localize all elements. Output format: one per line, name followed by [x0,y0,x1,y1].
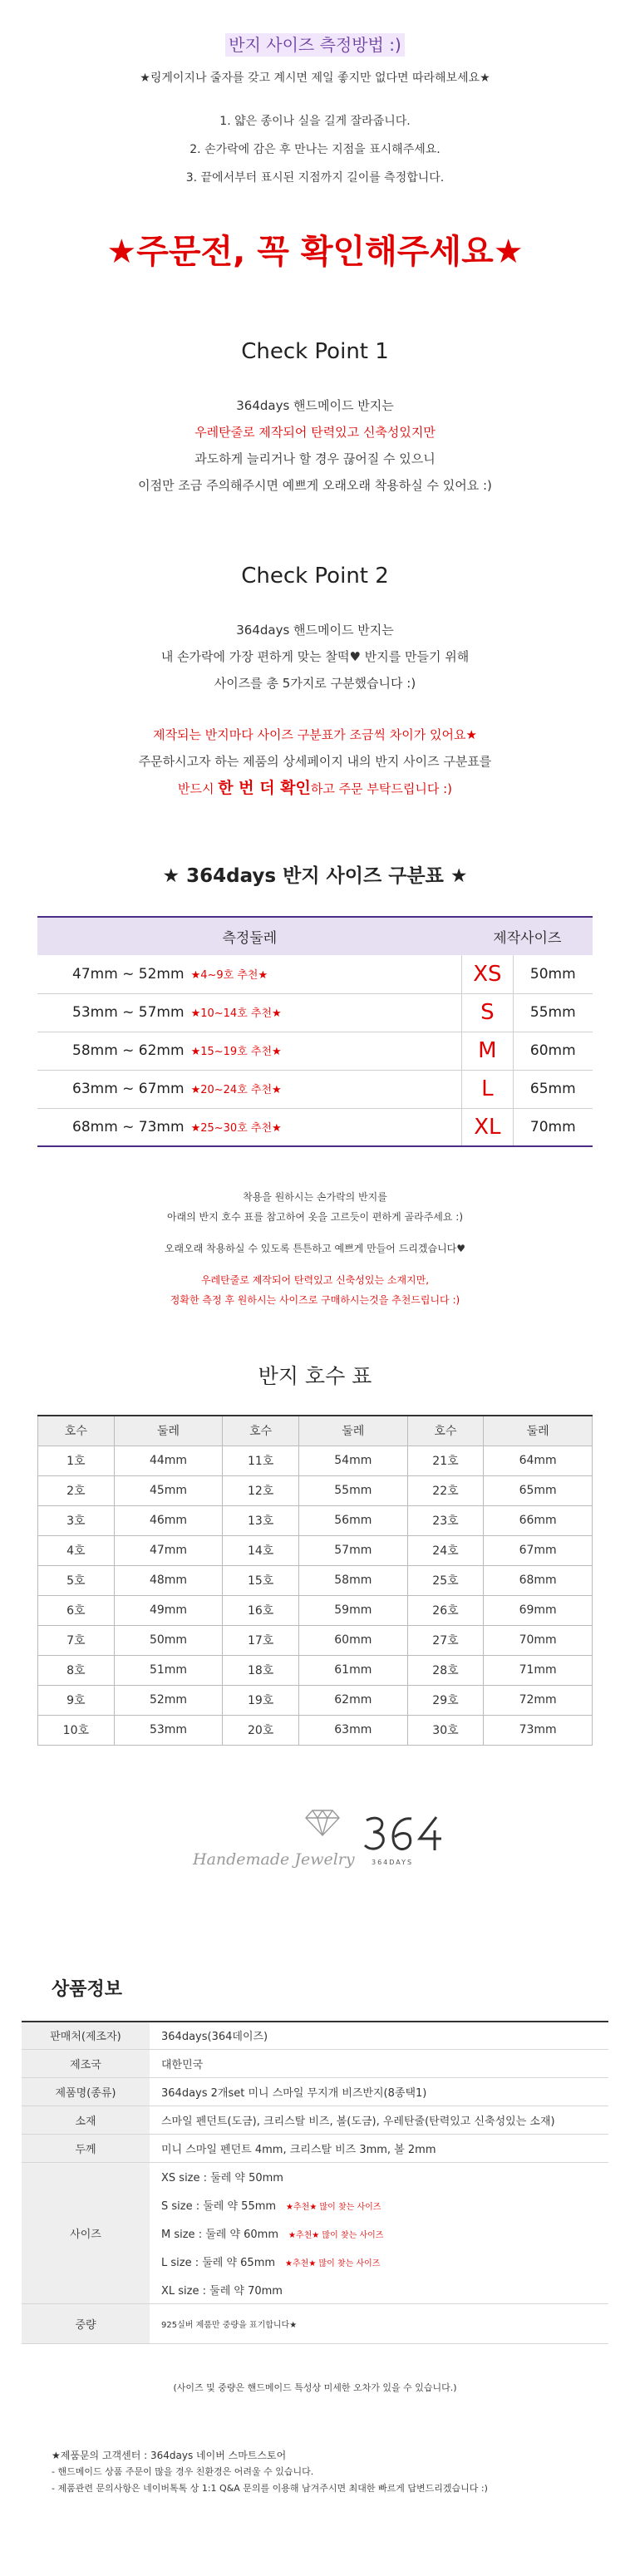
ring-cell: 69mm [484,1595,593,1625]
ring-cell: 1호 [38,1446,115,1475]
ring-cell: 58mm [298,1565,407,1595]
info-value: 미니 스마일 펜던트 4mm, 크리스탈 비즈 3mm, 볼 2mm [150,2135,608,2163]
cp2-line: 사이즈를 총 5가지로 구분했습니다 :) [214,676,416,691]
size-header-range: 측정둘레 [37,917,462,955]
info-value: 364days(364데이즈) [150,2022,608,2050]
measure-steps [0,107,630,192]
size-chart-row [37,993,593,1032]
measure-step: 2. 손가락에 감은 후 만나는 지점을 표시해주세요. [189,143,441,156]
size-chart-row [37,955,593,993]
ring-cell: 45mm [114,1475,223,1505]
ring-chart-title: 반지 호수 표 [258,1364,372,1388]
cs-line: - 핸드메이드 상품 주문이 많을 경우 친환경은 어려울 수 있습니다. [52,2466,314,2477]
ring-cell: 2호 [38,1475,115,1505]
note-line: 아래의 반지 호수 표를 참고하여 옷을 고르듯이 편하게 골라주세요 :) [166,1211,464,1223]
size-range: 68mm ~ 73mm ★25~30호 추천★ [37,1108,462,1146]
ring-chart-row [38,1446,593,1475]
info-size-value: L size : 둘레 약 65mm ★추천★ 많이 찾는 사이즈 [161,2257,381,2269]
brand-area [0,1800,630,1875]
size-recommend: ★20~24호 추천★ [190,1084,282,1096]
ring-cell: 68mm [484,1565,593,1595]
size-label: XS [462,955,513,993]
cp2-line-red: 제작되는 반지마다 사이즈 구분표가 조금씩 차이가 있어요★ [153,727,477,742]
ring-cell: 44mm [114,1446,223,1475]
ring-cell: 55mm [298,1475,407,1505]
ring-cell: 71mm [484,1655,593,1685]
customer-service [52,2447,630,2497]
ring-chart-row [38,1535,593,1565]
note-line: 오래오래 착용하실 수 있도록 튼튼하고 예쁘게 만들어 드리겠습니다♥ [164,1243,466,1254]
ring-cell: 53mm [114,1715,223,1745]
cs-line: - 제품관련 문의사항은 네이버톡톡 상 1:1 Q&A 문의를 이용해 남겨주시면 최대한 빠르게 답변드리겠습니다 :) [52,2483,488,2494]
size-chart-row [37,1070,593,1108]
ring-cell: 24호 [407,1535,484,1565]
ring-cell: 21호 [407,1446,484,1475]
info-row [22,2078,608,2106]
ring-cell: 57mm [298,1535,407,1565]
size-recommend: ★10~14호 추천★ [190,1007,282,1020]
measure-title: 반지 사이즈 측정방법 :) [0,32,630,56]
ring-cell: 47mm [114,1535,223,1565]
cp1-line: 364days 핸드메이드 반지는 [236,398,394,413]
ring-cell: 54mm [298,1446,407,1475]
size-label: S [462,993,513,1032]
ring-cell: 11호 [223,1446,299,1475]
ring-chart-row [38,1685,593,1715]
size-range: 47mm ~ 52mm ★4~9호 추천★ [37,955,462,993]
ring-cell: 7호 [38,1625,115,1655]
size-mm: 65mm [513,1070,593,1108]
ring-header-cell: 호수 [223,1416,299,1446]
ring-cell: 8호 [38,1655,115,1685]
size-range: 58mm ~ 62mm ★15~19호 추천★ [37,1032,462,1070]
info-key: 판매처(제조자) [22,2022,150,2050]
ring-cell: 65mm [484,1475,593,1505]
info-size-value: S size : 둘레 약 55mm ★추천★ 많이 찾는 사이즈 [161,2200,381,2213]
ring-cell: 52mm [114,1685,223,1715]
size-header-size: 제작사이즈 [462,917,593,955]
info-key: 소재 [22,2106,150,2135]
product-info-table [22,2021,608,2345]
info-row [22,2304,608,2344]
size-chart-title: ★ 364days 반지 사이즈 구분표 ★ [162,865,468,887]
size-chart-row [37,1032,593,1070]
size-mm: 70mm [513,1108,593,1146]
disclaimer: (사이즈 및 중량은 핸드메이드 특성상 미세한 오차가 있을 수 있습니다.) [173,2382,457,2393]
ring-cell: 22호 [407,1475,484,1505]
ring-cell: 73mm [484,1715,593,1745]
size-recommend: ★15~19호 추천★ [190,1046,282,1058]
note-line-red: 우레탄줄로 제작되어 탄력있고 신축성있는 소재지만, [200,1274,430,1286]
info-key: 두께 [22,2135,150,2163]
info-value: 364days 2개set 미니 스마일 무지개 비즈반지(8종택1) [150,2078,608,2106]
ring-header-cell: 호수 [407,1416,484,1446]
size-label: M [462,1032,513,1070]
brand-logo-sub: 364DAYS [372,1858,414,1866]
ring-cell: 29호 [407,1685,484,1715]
brand-logo-icon [363,1814,443,1855]
ring-cell: 51mm [114,1655,223,1685]
size-recommend-tag: ★추천★ 많이 찾는 사이즈 [288,2231,384,2240]
size-recommend-tag: ★추천★ 많이 찾는 사이즈 [286,2203,381,2212]
measure-step: 1. 얇은 종이나 실을 길게 잘라줍니다. [219,115,411,128]
cp2-line: 내 손가락에 가장 편하게 맞는 찰떡♥ 반지를 만들기 위해 [160,649,470,664]
ring-chart-row [38,1565,593,1595]
ring-cell: 62mm [298,1685,407,1715]
checkpoint-1 [0,339,630,499]
cp2-line: 364days 핸드메이드 반지는 [236,623,394,638]
ring-cell: 30호 [407,1715,484,1745]
ring-cell: 9호 [38,1685,115,1715]
ring-cell: 4호 [38,1535,115,1565]
size-chart-table [37,916,593,1147]
checkpoint-2-body [0,617,630,802]
ring-cell: 25호 [407,1565,484,1595]
size-mm: 55mm [513,993,593,1032]
ring-cell: 48mm [114,1565,223,1595]
info-value: 스마일 펜던트(도금), 크리스탈 비즈, 볼(도금), 우레탄줄(탄력있고 신축성있는 소재) [150,2106,608,2135]
info-size-value: XL size : 둘레 약 70mm [150,2276,608,2304]
note-line: 착용을 원하시는 손가락의 반지를 [243,1191,387,1203]
ring-cell: 13호 [223,1505,299,1535]
ring-cell: 19호 [223,1685,299,1715]
ring-header-cell: 둘레 [114,1416,223,1446]
ring-header-cell: 둘레 [484,1416,593,1446]
ring-chart-row [38,1715,593,1745]
info-row [22,2022,608,2050]
info-row [22,2106,608,2135]
size-notes [0,1187,630,1310]
ring-cell: 66mm [484,1505,593,1535]
measure-section [0,0,630,192]
size-range: 53mm ~ 57mm ★10~14호 추천★ [37,993,462,1032]
ring-cell: 67mm [484,1535,593,1565]
ring-cell: 15호 [223,1565,299,1595]
size-recommend-tag: ★추천★ 많이 찾는 사이즈 [285,2259,381,2268]
ring-cell: 10호 [38,1715,115,1745]
info-row [22,2050,608,2078]
ring-cell: 64mm [484,1446,593,1475]
cs-title: ★제품문의 고객센터 : 364days 네이버 스마트스토어 [52,2450,287,2461]
ring-cell: 56mm [298,1505,407,1535]
ring-cell: 23호 [407,1505,484,1535]
ring-cell: 5호 [38,1565,115,1595]
size-mm: 60mm [513,1032,593,1070]
note-line-red: 정확한 측정 후 원하시는 사이즈로 구매하시는것을 추천드립니다 :) [170,1294,460,1306]
ring-chart-table [37,1415,593,1746]
cp1-line: 과도하게 늘리거나 할 경우 끊어질 수 있으니 [194,451,436,466]
cp2-line: 주문하시고자 하는 제품의 상세페이지 내의 반지 사이즈 구분표를 [138,754,492,769]
info-key: 중량 [22,2304,150,2344]
info-key: 제조국 [22,2050,150,2078]
ring-cell: 18호 [223,1655,299,1685]
ring-cell: 49mm [114,1595,223,1625]
checkpoint-1-title: Check Point 1 [241,339,389,364]
ring-cell: 26호 [407,1595,484,1625]
ring-header-cell: 호수 [38,1416,115,1446]
cp1-line-red: 우레탄줄로 제작되어 탄력있고 신축성있지만 [194,425,436,440]
checkpoint-2 [0,564,630,802]
info-value: 925실버 제품만 중량을 표기합니다★ [150,2304,608,2344]
ring-chart-row [38,1655,593,1685]
ring-cell: 46mm [114,1505,223,1535]
ring-cell: 12호 [223,1475,299,1505]
ring-header-cell: 둘레 [298,1416,407,1446]
checkpoint-2-title: Check Point 2 [241,564,389,589]
cp1-line: 이점만 조금 주의해주시면 예쁘게 오래오래 착용하실 수 있어요 :) [138,478,492,493]
ring-cell: 17호 [223,1625,299,1655]
ring-cell: 70mm [484,1625,593,1655]
ring-cell: 61mm [298,1655,407,1685]
ring-cell: 28호 [407,1655,484,1685]
ring-cell: 6호 [38,1595,115,1625]
confirm-banner: ★주문전, 꼭 확인해주세요★ [106,233,524,271]
measure-step: 3. 끝에서부터 표시된 지점까지 길이를 측정합니다. [185,171,445,185]
ring-cell: 59mm [298,1595,407,1625]
ring-chart-row [38,1625,593,1655]
info-size-row [22,2163,608,2191]
ring-chart-row [38,1505,593,1535]
ring-chart-row [38,1475,593,1505]
product-info-title: 상품정보 [52,1978,123,2000]
ring-cell: 14호 [223,1535,299,1565]
ring-cell: 63mm [298,1715,407,1745]
ring-cell: 60mm [298,1625,407,1655]
size-chart-row [37,1108,593,1146]
size-range: 63mm ~ 67mm ★20~24호 추천★ [37,1070,462,1108]
size-label: XL [462,1108,513,1146]
size-mm: 50mm [513,955,593,993]
ring-cell: 16호 [223,1595,299,1625]
info-key: 사이즈 [22,2163,150,2304]
info-value: 대한민국 [150,2050,608,2078]
info-size-value: M size : 둘레 약 60mm ★추천★ 많이 찾는 사이즈 [161,2229,384,2241]
ring-cell: 27호 [407,1625,484,1655]
info-key: 제품명(종류) [22,2078,150,2106]
cp2-line-emphasis: 반드시 한 번 더 확인하고 주문 부탁드립니다 :) [178,779,452,797]
info-row [22,2135,608,2163]
ring-cell: 72mm [484,1685,593,1715]
ring-cell: 50mm [114,1625,223,1655]
info-size-value: XS size : 둘레 약 50mm [161,2172,283,2185]
ring-cell: 20호 [223,1715,299,1745]
diamond-icon [304,1805,341,1839]
size-recommend: ★4~9호 추천★ [190,968,268,982]
ring-cell: 3호 [38,1505,115,1535]
measure-subtitle: ★링게이지나 줄자를 갖고 계시면 제일 좋지만 없다면 따라해보세요★ [140,71,490,85]
size-label: L [462,1070,513,1108]
checkpoint-1-body [0,392,630,499]
size-recommend: ★25~30호 추천★ [190,1121,282,1135]
ring-chart-row [38,1595,593,1625]
handmade-jewelry-text: Handemade Jewelry [193,1849,355,1869]
